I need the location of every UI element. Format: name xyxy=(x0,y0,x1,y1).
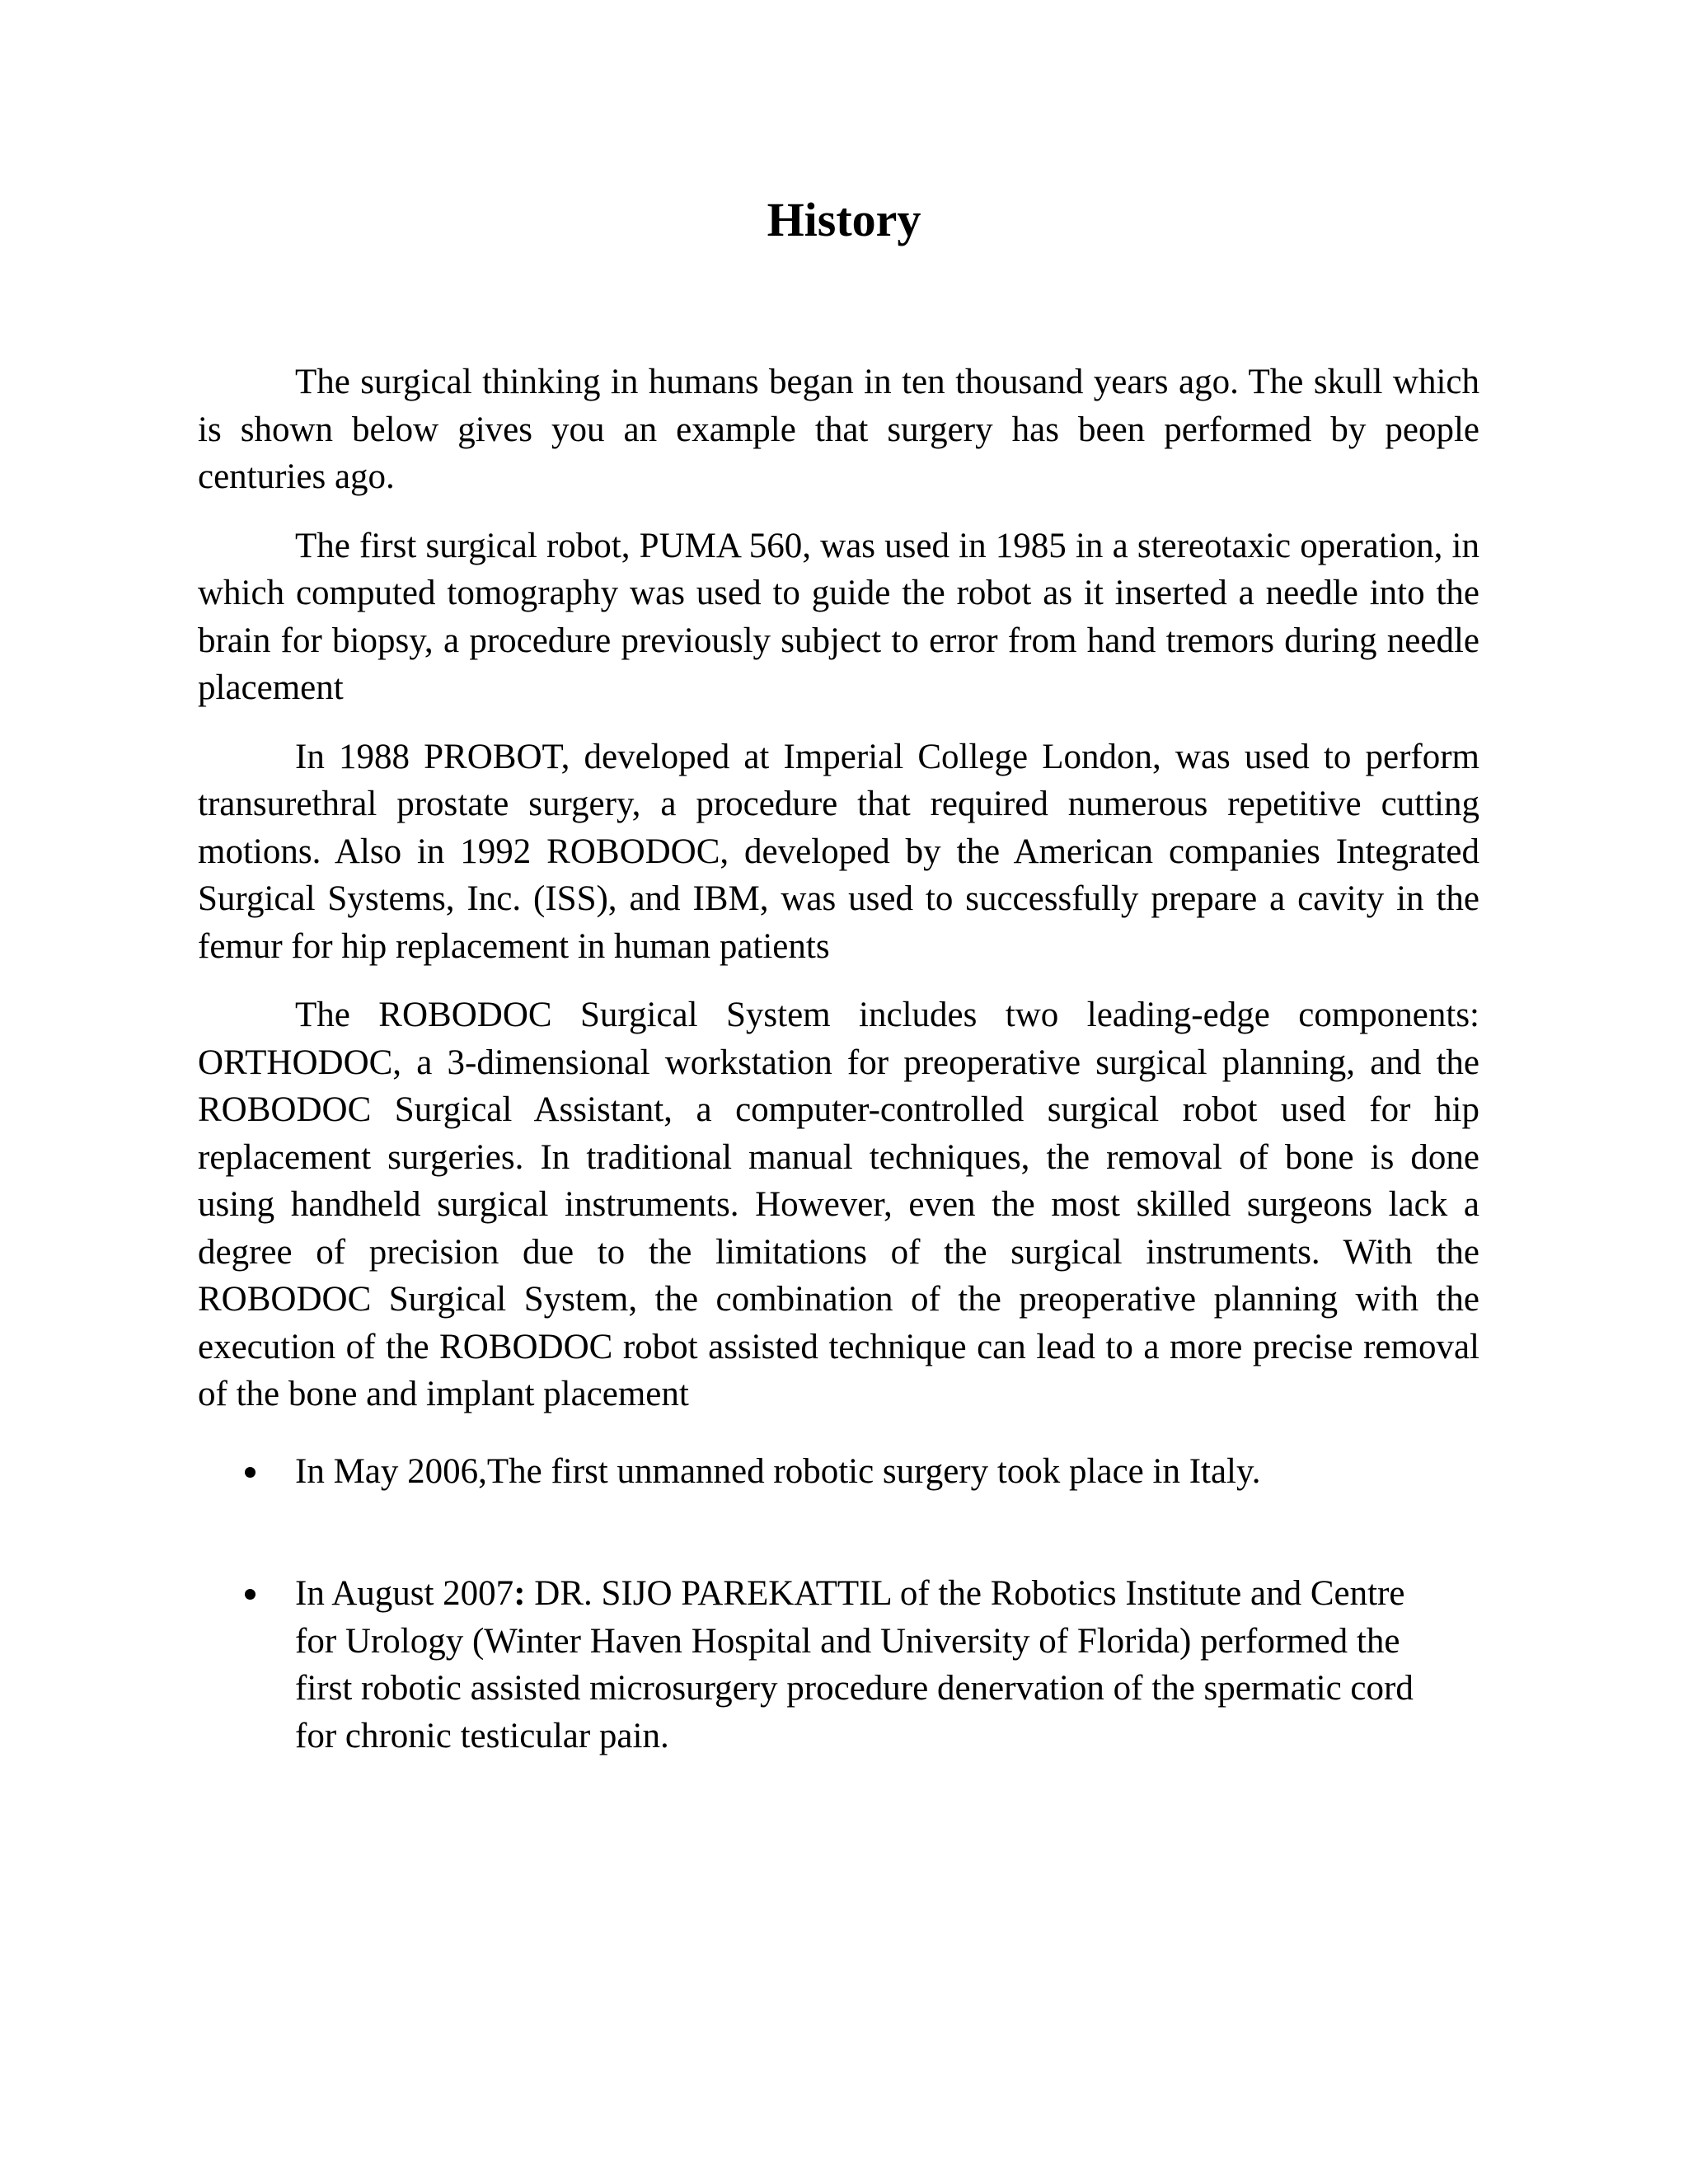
bullet-item-august-2007 xyxy=(198,1570,1479,1760)
paragraph-surgical-thinking: The surgical thinking in humans began in ten thousand years ago. The skull which is shown below gives you an example that surgery has been performed by people centuries ago. xyxy=(198,363,1479,496)
bullet-lead: In August 2007 xyxy=(295,1574,514,1613)
bullet-colon: : xyxy=(513,1574,526,1613)
page-title: History xyxy=(767,193,921,246)
paragraph-robodoc-system: The ROBODOC Surgical System includes two leading-edge components: ORTHODOC, a 3-dimensional workstation for preoperative surgical planning, and the ROBODOC Surgical Assistant, a computer-controlled surgical robot used for hip replacement surgeries. In traditional manual techniques, the removal of bone is done using handheld surgical instruments. However, even the most skilled surgeons lack a degree of precision due to the limitations of the surgical instruments. With the ROBODOC Surgical System, the combination of the preoperative planning with the execution of the ROBODOC robot assisted technique can lead to a more precise removal of the bone and implant placement xyxy=(198,996,1479,1413)
bullet-item-may-2006 xyxy=(198,1448,1479,1496)
document-body xyxy=(198,359,1479,1760)
bullet-text: DR. SIJO PAREKATTIL of the Robotics Institute and Centre for Urology (Winter Haven Hospital and University of Florida) performed the first robotic assisted microsurgery procedure denervation of the spermatic cord for chronic testicular pain. xyxy=(295,1574,1414,1755)
bullet-list xyxy=(198,1448,1479,1760)
bullet-text: In May 2006,The first unmanned robotic surgery took place in Italy. xyxy=(295,1451,1261,1491)
bullet-dot-icon xyxy=(245,1589,256,1600)
bullet-dot-icon xyxy=(245,1467,256,1478)
paragraph-probot-robodoc: In 1988 PROBOT, developed at Imperial College London, was used to perform transurethral prostate surgery, a procedure that required numerous repetitive cutting motions. Also in 1992 ROBODOC, developed by the American companies Integrated Surgical Systems, Inc. (ISS), and IBM, was used to successfully prepare a cavity in the femur for hip replacement in human patients xyxy=(198,737,1479,966)
paragraph-puma-560: The first surgical robot, PUMA 560, was used in 1985 in a stereotaxic operation, in which computed tomography was used to guide the robot as it inserted a needle into the brain for biopsy, a procedure previously subject to error from hand tremors during needle placement xyxy=(198,526,1479,707)
